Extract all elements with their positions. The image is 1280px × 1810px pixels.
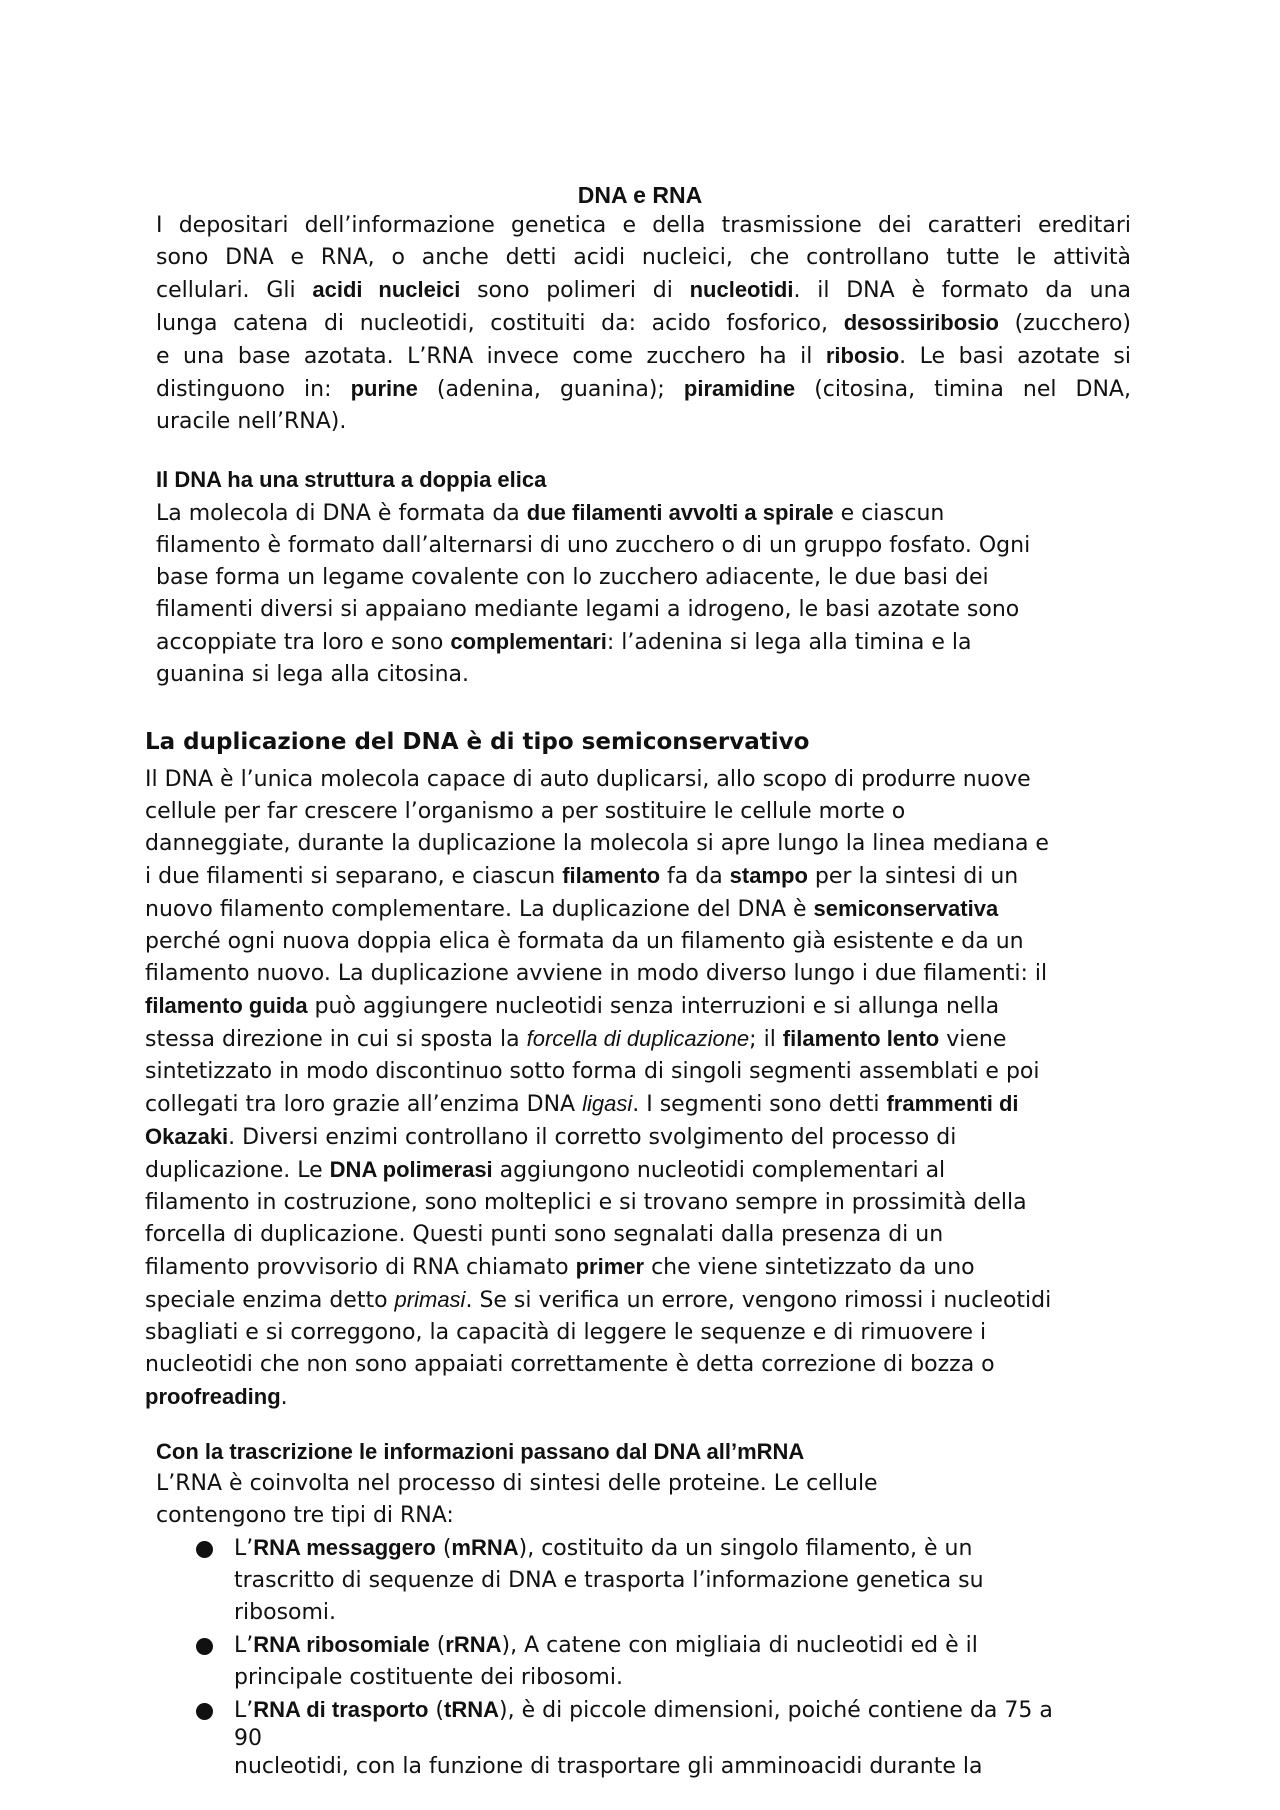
text-run: filamenti diversi si appaiano mediante legami a idrogeno, le basi azotate sono — [156, 597, 1020, 622]
italic-term: primasi — [394, 1287, 466, 1312]
text-line — [156, 497, 1131, 530]
bold-term: desossiribosio — [843, 310, 999, 335]
text-line — [145, 1317, 1130, 1349]
text-line — [145, 1088, 1130, 1121]
bold-term: RNA di trasporto — [253, 1697, 429, 1722]
text-run: nucleotidi che non sono appaiati correttamente è detta correzione di bozza o — [145, 1352, 995, 1377]
text-line — [156, 242, 1131, 274]
section-heading-double-helix: Il DNA ha una struttura a doppia elica — [156, 467, 547, 492]
text-line — [156, 210, 1131, 242]
text-run: ), A catene con migliaia di nucleotidi ed è il — [501, 1633, 978, 1658]
text-line — [145, 1284, 1130, 1317]
text-run: ; il — [749, 1027, 783, 1052]
bold-term: Okazaki — [145, 1124, 229, 1149]
text-run: contengono tre tipi di RNA: — [156, 1503, 454, 1528]
text-run: sbagliati e si correggono, la capacità di leggere le sequenze e di rimuovere i — [145, 1320, 987, 1345]
text-line — [145, 764, 1130, 796]
text-run: ), è di piccole dimensioni, poiché contiene da 75 a — [499, 1698, 1053, 1723]
text-run: : l’adenina si lega alla timina e la — [606, 630, 972, 655]
bold-term: filamento guida — [145, 993, 308, 1018]
intro-paragraph — [156, 210, 1131, 438]
list-item-trna — [196, 1694, 1136, 1783]
text-run: trascritto di sequenze di DNA e trasporta l’informazione genetica su — [234, 1568, 984, 1593]
text-run: danneggiate, durante la duplicazione la molecola si apre lungo la linea mediana e — [145, 831, 1049, 856]
text-line — [156, 1468, 1131, 1500]
bold-term: primer — [575, 1254, 645, 1279]
text-run: i due filamenti si separano, e ciascun — [145, 864, 563, 889]
text-line — [145, 990, 1130, 1023]
bold-term: filamento — [562, 863, 661, 888]
text-run: e una base azotata. L’RNA invece come zucchero ha il — [156, 344, 826, 369]
text-run: sono DNA e RNA, o anche detti acidi nucleici, che controllano tutte le attività — [156, 245, 1131, 270]
text-run: fa da — [660, 864, 730, 889]
text-run: nuovo filamento complementare. La duplicazione del DNA è — [145, 897, 814, 922]
text-run: lunga catena di nucleotidi, costituiti da: acido fosforico, — [156, 311, 844, 336]
text-run: forcella di duplicazione. Questi punti sono segnalati dalla presenza di un — [145, 1222, 944, 1247]
text-line — [156, 340, 1131, 373]
text-line — [145, 1056, 1130, 1088]
text-line — [234, 1565, 1136, 1597]
text-run: La molecola di DNA è formata da — [156, 501, 527, 526]
text-line — [156, 562, 1131, 594]
text-line — [145, 860, 1130, 893]
text-run: filamento in costruzione, sono molteplici e si trovano sempre in prossimità della — [145, 1190, 1027, 1215]
text-run: . Diversi enzimi controllano il corretto svolgimento del processo di — [228, 1125, 957, 1150]
text-run: . — [280, 1385, 288, 1410]
text-line — [234, 1597, 1136, 1629]
text-run: che viene sintetizzato da uno — [644, 1255, 975, 1280]
text-run: Il DNA è l’unica molecola capace di auto duplicarsi, allo scopo di produrre nuove — [145, 767, 1031, 792]
text-run: I depositari dell’informazione genetica e della trasmissione dei caratteri ereditari — [156, 213, 1131, 238]
text-line — [234, 1662, 1136, 1694]
bold-term: tRNA — [444, 1697, 500, 1722]
text-run: principale costituente dei ribosomi. — [234, 1665, 623, 1690]
text-run: filamento provvisorio di RNA chiamato — [145, 1255, 576, 1280]
text-run: L’ — [234, 1698, 254, 1723]
text-run: nucleotidi, con la funzione di trasportare gli amminoacidi durante la — [234, 1754, 983, 1779]
text-run: collegati tra loro grazie all’enzima DNA — [145, 1092, 583, 1117]
text-line — [145, 828, 1130, 860]
text-line — [145, 958, 1130, 990]
text-run: 90 — [234, 1726, 262, 1751]
text-line — [145, 1219, 1130, 1251]
bold-term: proofreading — [145, 1384, 281, 1409]
italic-term: ligasi — [582, 1091, 633, 1116]
bold-term: RNA messaggero — [253, 1535, 436, 1560]
text-run: . il DNA è formato da una — [793, 278, 1131, 303]
bold-term: DNA polimerasi — [329, 1157, 493, 1182]
bold-term: semiconservativa — [813, 896, 999, 921]
text-line — [234, 1751, 1136, 1783]
bold-term: purine — [350, 376, 418, 401]
bullet-icon — [196, 1703, 213, 1720]
text-line — [156, 594, 1131, 626]
bold-term: RNA ribosomiale — [253, 1632, 430, 1657]
text-run: sintetizzato in modo discontinuo sotto forma di singoli segmenti assemblati e poi — [145, 1059, 1040, 1084]
text-line — [156, 530, 1131, 562]
text-run: L’RNA è coinvolta nel processo di sintesi delle proteine. Le cellule — [156, 1471, 878, 1496]
text-line — [156, 626, 1131, 659]
bold-term: nucleotidi — [689, 277, 794, 302]
text-run: guanina si lega alla citosina. — [156, 662, 469, 687]
text-run: (adenina, guanina); — [417, 377, 684, 402]
text-line — [234, 1532, 1136, 1565]
text-line — [145, 1251, 1130, 1284]
text-run: filamento è formato dall’alternarsi di uno zucchero o di un gruppo fosfato. Ogni — [156, 533, 1031, 558]
bold-term: complementari — [450, 629, 607, 654]
text-run: sono polimeri di — [460, 278, 690, 303]
text-run: ( — [429, 1633, 446, 1658]
bold-term: acidi nucleici — [312, 277, 461, 302]
text-line — [156, 373, 1131, 406]
bold-term: filamento lento — [782, 1026, 940, 1051]
text-line — [145, 1121, 1130, 1154]
bullet-icon — [196, 1541, 213, 1558]
bold-term: piramidine — [683, 376, 796, 401]
text-line — [145, 1187, 1130, 1219]
text-line — [156, 406, 1131, 438]
text-line — [145, 1349, 1130, 1381]
text-run: L’ — [234, 1633, 254, 1658]
text-run: duplicazione. Le — [145, 1158, 330, 1183]
text-line — [156, 274, 1131, 307]
text-run: ( — [435, 1536, 452, 1561]
document-title: DNA e RNA — [577, 182, 703, 208]
section-heading-duplication: La duplicazione del DNA è di tipo semiconservativo — [145, 729, 810, 755]
text-run: cellule per far crescere l’organismo a per sostituire le cellule morte o — [145, 799, 906, 824]
text-run: può aggiungere nucleotidi senza interruzioni e si allunga nella — [307, 994, 1000, 1019]
rna-types-list — [196, 1532, 1136, 1783]
transcription-paragraph — [156, 1468, 1131, 1532]
double-helix-paragraph — [156, 497, 1131, 691]
text-run: per la sintesi di un — [807, 864, 1019, 889]
italic-term: forcella di duplicazione — [526, 1026, 750, 1051]
text-run: speciale enzima detto — [145, 1288, 395, 1313]
text-run: (citosina, timina nel DNA, — [795, 377, 1131, 402]
text-run: ribosomi. — [234, 1600, 337, 1625]
text-run: (zucchero) — [998, 311, 1131, 336]
text-run: . Se si verifica un errore, vengono rimossi i nucleotidi — [465, 1288, 1052, 1313]
text-run: aggiungono nucleotidi complementari al — [492, 1158, 946, 1183]
text-run: L’ — [234, 1536, 254, 1561]
text-run: stessa direzione in cui si sposta la — [145, 1027, 527, 1052]
text-run: perché ogni nuova doppia elica è formata da un filamento già esistente e da un — [145, 929, 1024, 954]
text-line — [156, 307, 1131, 340]
bold-term: rRNA — [445, 1632, 502, 1657]
text-run: . Le basi azotate si — [899, 344, 1131, 369]
text-line — [234, 1629, 1136, 1662]
text-run: uracile nell’RNA). — [156, 409, 347, 434]
list-item-rrna — [196, 1629, 1136, 1694]
text-line — [234, 1727, 1136, 1751]
text-run: ( — [428, 1698, 445, 1723]
bullet-icon — [196, 1638, 213, 1655]
text-line — [156, 659, 1131, 691]
bold-term: ribosio — [825, 343, 900, 368]
text-run: distinguono in: — [156, 377, 351, 402]
text-line — [145, 1154, 1130, 1187]
bold-term: mRNA — [451, 1535, 519, 1560]
text-line — [145, 926, 1130, 958]
bold-term: due filamenti avvolti a spirale — [526, 500, 834, 525]
duplication-paragraph — [145, 764, 1130, 1414]
text-run: ), costituito da un singolo filamento, è un — [518, 1536, 973, 1561]
section-heading-transcription: Con la trascrizione le informazioni passano dal DNA all’mRNA — [156, 1439, 805, 1464]
text-line — [234, 1694, 1136, 1727]
text-run: . I segmenti sono detti — [632, 1092, 887, 1117]
bold-term: stampo — [729, 863, 808, 888]
text-line — [145, 893, 1130, 926]
text-run: accoppiate tra loro e sono — [156, 630, 451, 655]
text-line — [156, 1500, 1131, 1532]
text-line — [145, 796, 1130, 828]
text-line — [145, 1381, 1130, 1414]
text-line — [145, 1023, 1130, 1056]
bold-term: frammenti di — [886, 1091, 1019, 1116]
text-run: viene — [939, 1027, 1007, 1052]
list-item-mrna — [196, 1532, 1136, 1629]
text-run: cellulari. Gli — [156, 278, 313, 303]
text-run: e ciascun — [833, 501, 945, 526]
text-run: filamento nuovo. La duplicazione avviene in modo diverso lungo i due filamenti: il — [145, 961, 1048, 986]
text-run: base forma un legame covalente con lo zucchero adiacente, le due basi dei — [156, 565, 989, 590]
